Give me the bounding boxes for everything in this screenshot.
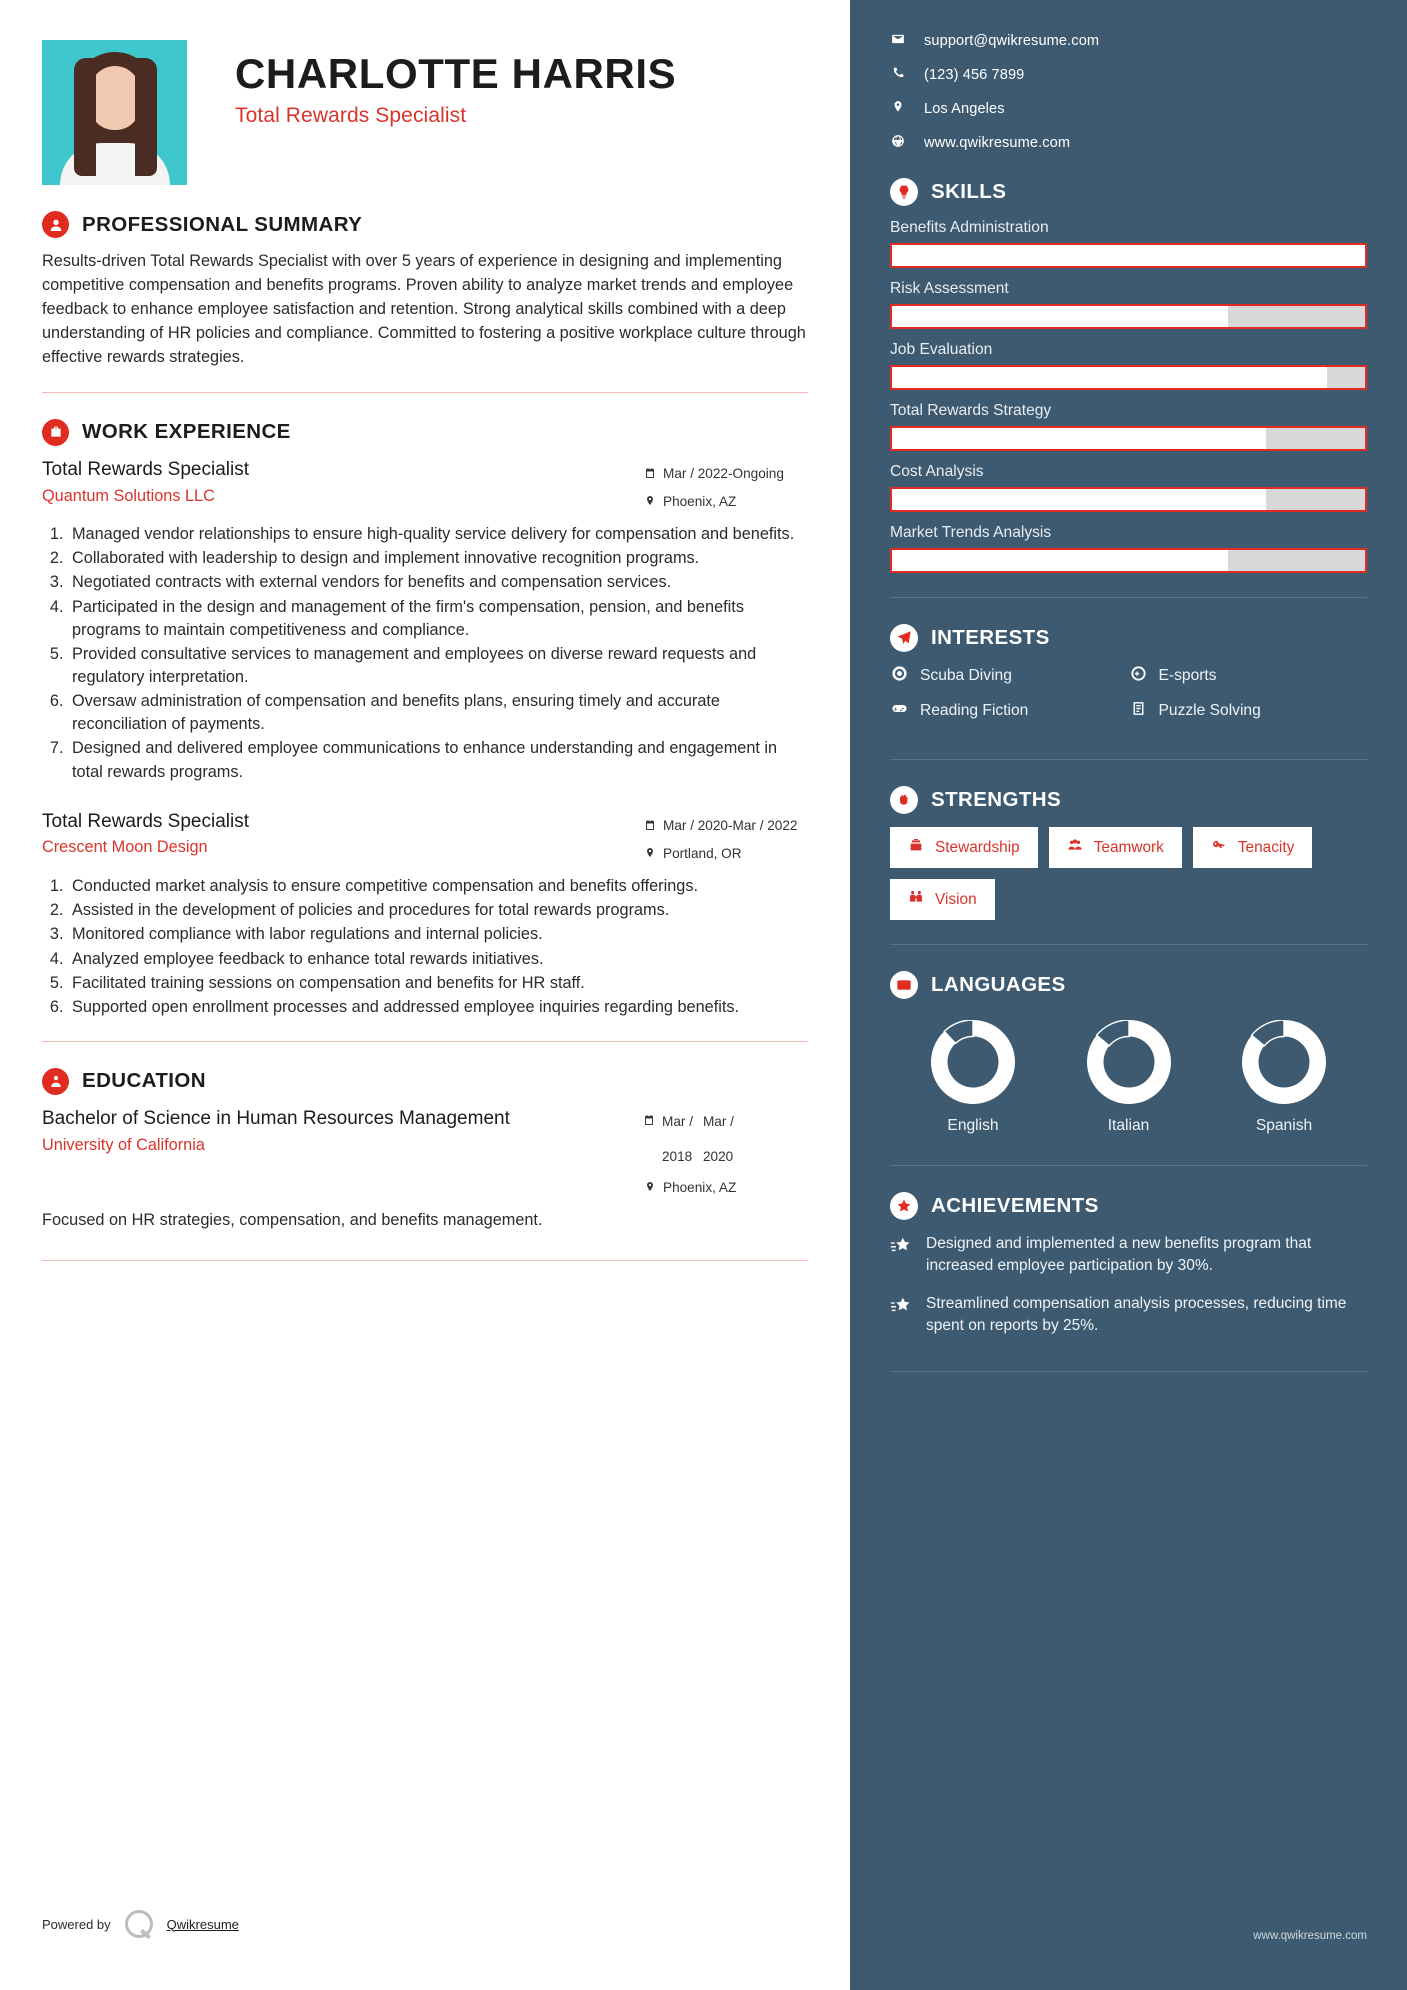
section-title: ACHIEVEMENTS: [931, 1194, 1099, 1217]
section-header: [890, 971, 1367, 999]
degree-title: Bachelor of Science in Human Resources Management: [42, 1107, 510, 1129]
divider: [890, 944, 1367, 945]
school-name: University of California: [42, 1135, 205, 1154]
skill-bar: [890, 548, 1367, 573]
section-professional-summary: [42, 211, 808, 393]
section-title: SKILLS: [931, 180, 1007, 203]
language-item: [1054, 1020, 1204, 1135]
contact-email[interactable]: [890, 32, 1367, 50]
life-ring-icon: [890, 665, 909, 687]
resume-header: [42, 40, 808, 185]
contact-website[interactable]: [890, 134, 1367, 152]
list-item: 4. Participated in the design and management of the firm's compensation, pension, and benefits programs to maintain competitiveness and compliance.: [68, 596, 808, 642]
section-header: [42, 1068, 808, 1095]
contact-value: (123) 456 7899: [924, 67, 1025, 83]
language-label: Spanish: [1255, 1117, 1313, 1134]
language-item: [1209, 1020, 1359, 1135]
education-entry: [42, 1107, 808, 1232]
skill-label: Cost Analysis: [890, 463, 984, 480]
strength-label: Tenacity: [1237, 838, 1295, 856]
education-description: Focused on HR strategies, compensation, and benefits management.: [42, 1210, 543, 1229]
divider: [42, 1260, 808, 1261]
gamepad-icon: [890, 700, 909, 722]
list-item: 3. Negotiated contracts with external vendors for benefits and compensation services.: [68, 571, 808, 594]
graduation-circle-icon: [42, 1068, 69, 1095]
job-meta: [643, 810, 808, 864]
skill-label: Job Evaluation: [890, 341, 993, 358]
qwikresume-link[interactable]: Qwikresume: [166, 1916, 239, 1932]
section-strengths: [890, 786, 1367, 945]
job-bullets: [42, 523, 808, 784]
strength-badge: [890, 879, 995, 920]
edu-end-month: Mar /: [702, 1113, 734, 1129]
skill-bar: [890, 243, 1367, 268]
contact-value: www.qwikresume.com: [924, 135, 1071, 151]
section-achievements: [890, 1192, 1367, 1372]
list-item: 6. Oversaw administration of compensation and benefits plans, ensuring timely and accurate reconciliation of payments.: [68, 690, 808, 736]
user-circle-icon: [42, 211, 69, 238]
lightbulb-icon: [890, 178, 918, 206]
education-meta: [643, 1107, 808, 1198]
achievement-item: [890, 1233, 1367, 1276]
section-title: LANGUAGES: [931, 973, 1066, 996]
interest-label: E-sports: [1158, 667, 1217, 684]
section-title: WORK EXPERIENCE: [82, 420, 291, 444]
location-pin-icon: [643, 492, 656, 512]
job-role: Total Rewards Specialist: [42, 810, 249, 832]
interest-label: Scuba Diving: [920, 667, 1012, 684]
section-work-experience: [42, 419, 808, 1042]
section-interests: [890, 624, 1367, 760]
section-header: [890, 786, 1367, 814]
avatar: [42, 40, 187, 185]
name-block: [235, 40, 676, 128]
achievements-list: [890, 1233, 1367, 1337]
contact-value: support@qwikresume.com: [924, 33, 1100, 49]
list-item: 4. Analyzed employee feedback to enhance total rewards initiatives.: [68, 948, 808, 971]
divider: [890, 597, 1367, 598]
work-entry: [42, 458, 808, 784]
list-item: 1. Managed vendor relationships to ensure high-quality service delivery for compensation and benefits.: [68, 523, 808, 546]
section-title: INTERESTS: [931, 626, 1050, 649]
calendar-icon: [643, 816, 656, 836]
key-icon: [1211, 837, 1228, 858]
location-pin-icon: [643, 1178, 656, 1198]
section-title: EDUCATION: [82, 1069, 206, 1093]
summary-text: Results-driven Total Rewards Specialist with over 5 years of experience in designing and implementing competitive compensation and benefits programs. Proven ability to analyze market trends and employee feedback to enhance employee satisfaction and retention. Strong analytical skills combined with a deep understanding of HR policies and compliance. Committed to fostering a positive workplace culture through effective rewards strategies.: [42, 252, 806, 366]
paper-plane-icon: [890, 624, 918, 652]
location-pin-icon: [890, 100, 906, 118]
strength-label: Teamwork: [1093, 838, 1164, 856]
contact-value: Los Angeles: [924, 101, 1005, 117]
interest-label: Reading Fiction: [920, 702, 1029, 719]
envelope-icon: [890, 32, 906, 50]
skill-bar: [890, 365, 1367, 390]
strength-label: Stewardship: [935, 838, 1020, 856]
interest-item: [890, 665, 1129, 687]
calendar-icon: [643, 1113, 655, 1131]
language-item: [898, 1020, 1048, 1135]
skill-item: [890, 219, 1367, 268]
languages-list: [890, 1012, 1367, 1135]
divider: [890, 759, 1367, 760]
skill-item: [890, 524, 1367, 573]
section-education: [42, 1068, 808, 1261]
strength-badge: [890, 827, 1038, 868]
location-pin-icon: [643, 844, 656, 864]
language-donut-chart: [931, 1020, 1015, 1104]
calendar-icon: [643, 464, 656, 484]
job-location: Portland, OR: [663, 846, 742, 862]
job-dates: Mar / 2022-Ongoing: [663, 465, 784, 481]
skill-label: Total Rewards Strategy: [890, 402, 1052, 419]
strength-label: Vision: [935, 890, 977, 908]
star-circle-icon: [890, 1192, 918, 1220]
puzzle-icon: [1129, 700, 1148, 722]
globe-icon: [890, 134, 906, 152]
section-header: [42, 211, 808, 238]
skill-item: [890, 463, 1367, 512]
powered-by-label: Powered by: [42, 1916, 111, 1932]
sidebar: [850, 0, 1407, 1990]
shooting-star-icon: [890, 1293, 913, 1336]
contact-location: [890, 100, 1367, 118]
binoculars-icon: [908, 889, 925, 910]
section-header: [890, 1192, 1367, 1220]
strength-badge: [1049, 827, 1182, 868]
language-label: Italian: [1107, 1117, 1150, 1134]
list-item: 5. Facilitated training sessions on compensation and benefits for HR staff.: [68, 972, 808, 995]
achievement-text: Streamlined compensation analysis processes, reducing time spent on reports by 25%.: [926, 1295, 1347, 1335]
skill-bar: [890, 304, 1367, 329]
section-title: STRENGTHS: [931, 788, 1062, 811]
briefcase-circle-icon: [42, 419, 69, 446]
strength-badge: [1193, 827, 1312, 868]
language-donut-chart: [1087, 1020, 1171, 1104]
list-item: 2. Assisted in the development of policies and procedures for total rewards programs.: [68, 899, 808, 922]
divider: [890, 1165, 1367, 1166]
skill-label: Benefits Administration: [890, 219, 1049, 236]
shooting-star-icon: [890, 1233, 913, 1276]
interest-label: Puzzle Solving: [1158, 702, 1261, 719]
achievement-item: [890, 1293, 1367, 1336]
footer: [42, 1910, 239, 1938]
interests-list: [890, 665, 1367, 735]
list-item: 5. Provided consultative services to management and employees on diverse reward requests and regulatory interpretation.: [68, 643, 808, 689]
language-label: English: [947, 1117, 999, 1134]
work-entry: [42, 810, 808, 1019]
skill-bar: [890, 426, 1367, 451]
skill-bar: [890, 487, 1367, 512]
skill-label: Market Trends Analysis: [890, 524, 1052, 541]
page-title: CHARLOTTE HARRIS: [235, 50, 677, 97]
job-company: Crescent Moon Design: [42, 838, 208, 857]
section-header: [890, 178, 1367, 206]
fist-icon: [890, 786, 918, 814]
job-dates: Mar / 2020-Mar / 2022: [663, 817, 798, 833]
section-header: [42, 419, 808, 446]
skill-label: Risk Assessment: [890, 280, 1009, 297]
section-header: [890, 624, 1367, 652]
edu-location: Phoenix, AZ: [663, 1179, 737, 1195]
edu-start-year: 2018: [662, 1149, 693, 1165]
phone-icon: [890, 66, 906, 84]
interest-item: [890, 700, 1129, 722]
contact-list: [890, 32, 1367, 152]
edu-start-month: Mar /: [662, 1113, 693, 1129]
list-item: 7. Designed and delivered employee communications to enhance understanding and engagement in total rewards programs.: [68, 737, 808, 783]
section-skills: [890, 178, 1367, 598]
skills-list: [890, 219, 1367, 573]
sidebar-footer-url: www.qwikresume.com: [1253, 1930, 1367, 1942]
divider: [890, 1371, 1367, 1372]
job-meta: [643, 458, 808, 512]
qwikresume-logo-icon: [125, 1910, 153, 1938]
interest-item: [1129, 665, 1368, 687]
achievement-text: Designed and implemented a new benefits program that increased employee participation by 30%.: [926, 1235, 1312, 1274]
job-location: Phoenix, AZ: [663, 494, 737, 510]
divider: [42, 392, 808, 393]
job-role: Total Rewards Specialist: [42, 458, 249, 480]
job-bullets: [42, 875, 808, 1019]
divider: [42, 1041, 808, 1042]
strengths-list: [890, 827, 1367, 920]
interest-item: [1129, 700, 1368, 722]
section-title: PROFESSIONAL SUMMARY: [82, 212, 363, 236]
skill-item: [890, 402, 1367, 451]
language-donut-chart: [1242, 1020, 1326, 1104]
list-item: 6. Supported open enrollment processes and addressed employee inquiries regarding benefits.: [68, 996, 808, 1019]
toolbox-icon: [908, 837, 925, 858]
section-languages: [890, 971, 1367, 1166]
translate-icon: [890, 971, 918, 999]
job-company: Quantum Solutions LLC: [42, 486, 215, 505]
esports-icon: [1129, 665, 1148, 687]
job-title: Total Rewards Specialist: [235, 104, 467, 128]
edu-end-year: 2020: [702, 1149, 734, 1165]
list-item: 2. Collaborated with leadership to design and implement innovative recognition programs.: [68, 547, 808, 570]
contact-phone[interactable]: [890, 66, 1367, 84]
skill-item: [890, 341, 1367, 390]
list-item: 1. Conducted market analysis to ensure competitive compensation and benefits offerings.: [68, 875, 808, 898]
people-group-icon: [1067, 837, 1084, 858]
list-item: 3. Monitored compliance with labor regulations and internal policies.: [68, 923, 808, 946]
skill-item: [890, 280, 1367, 329]
